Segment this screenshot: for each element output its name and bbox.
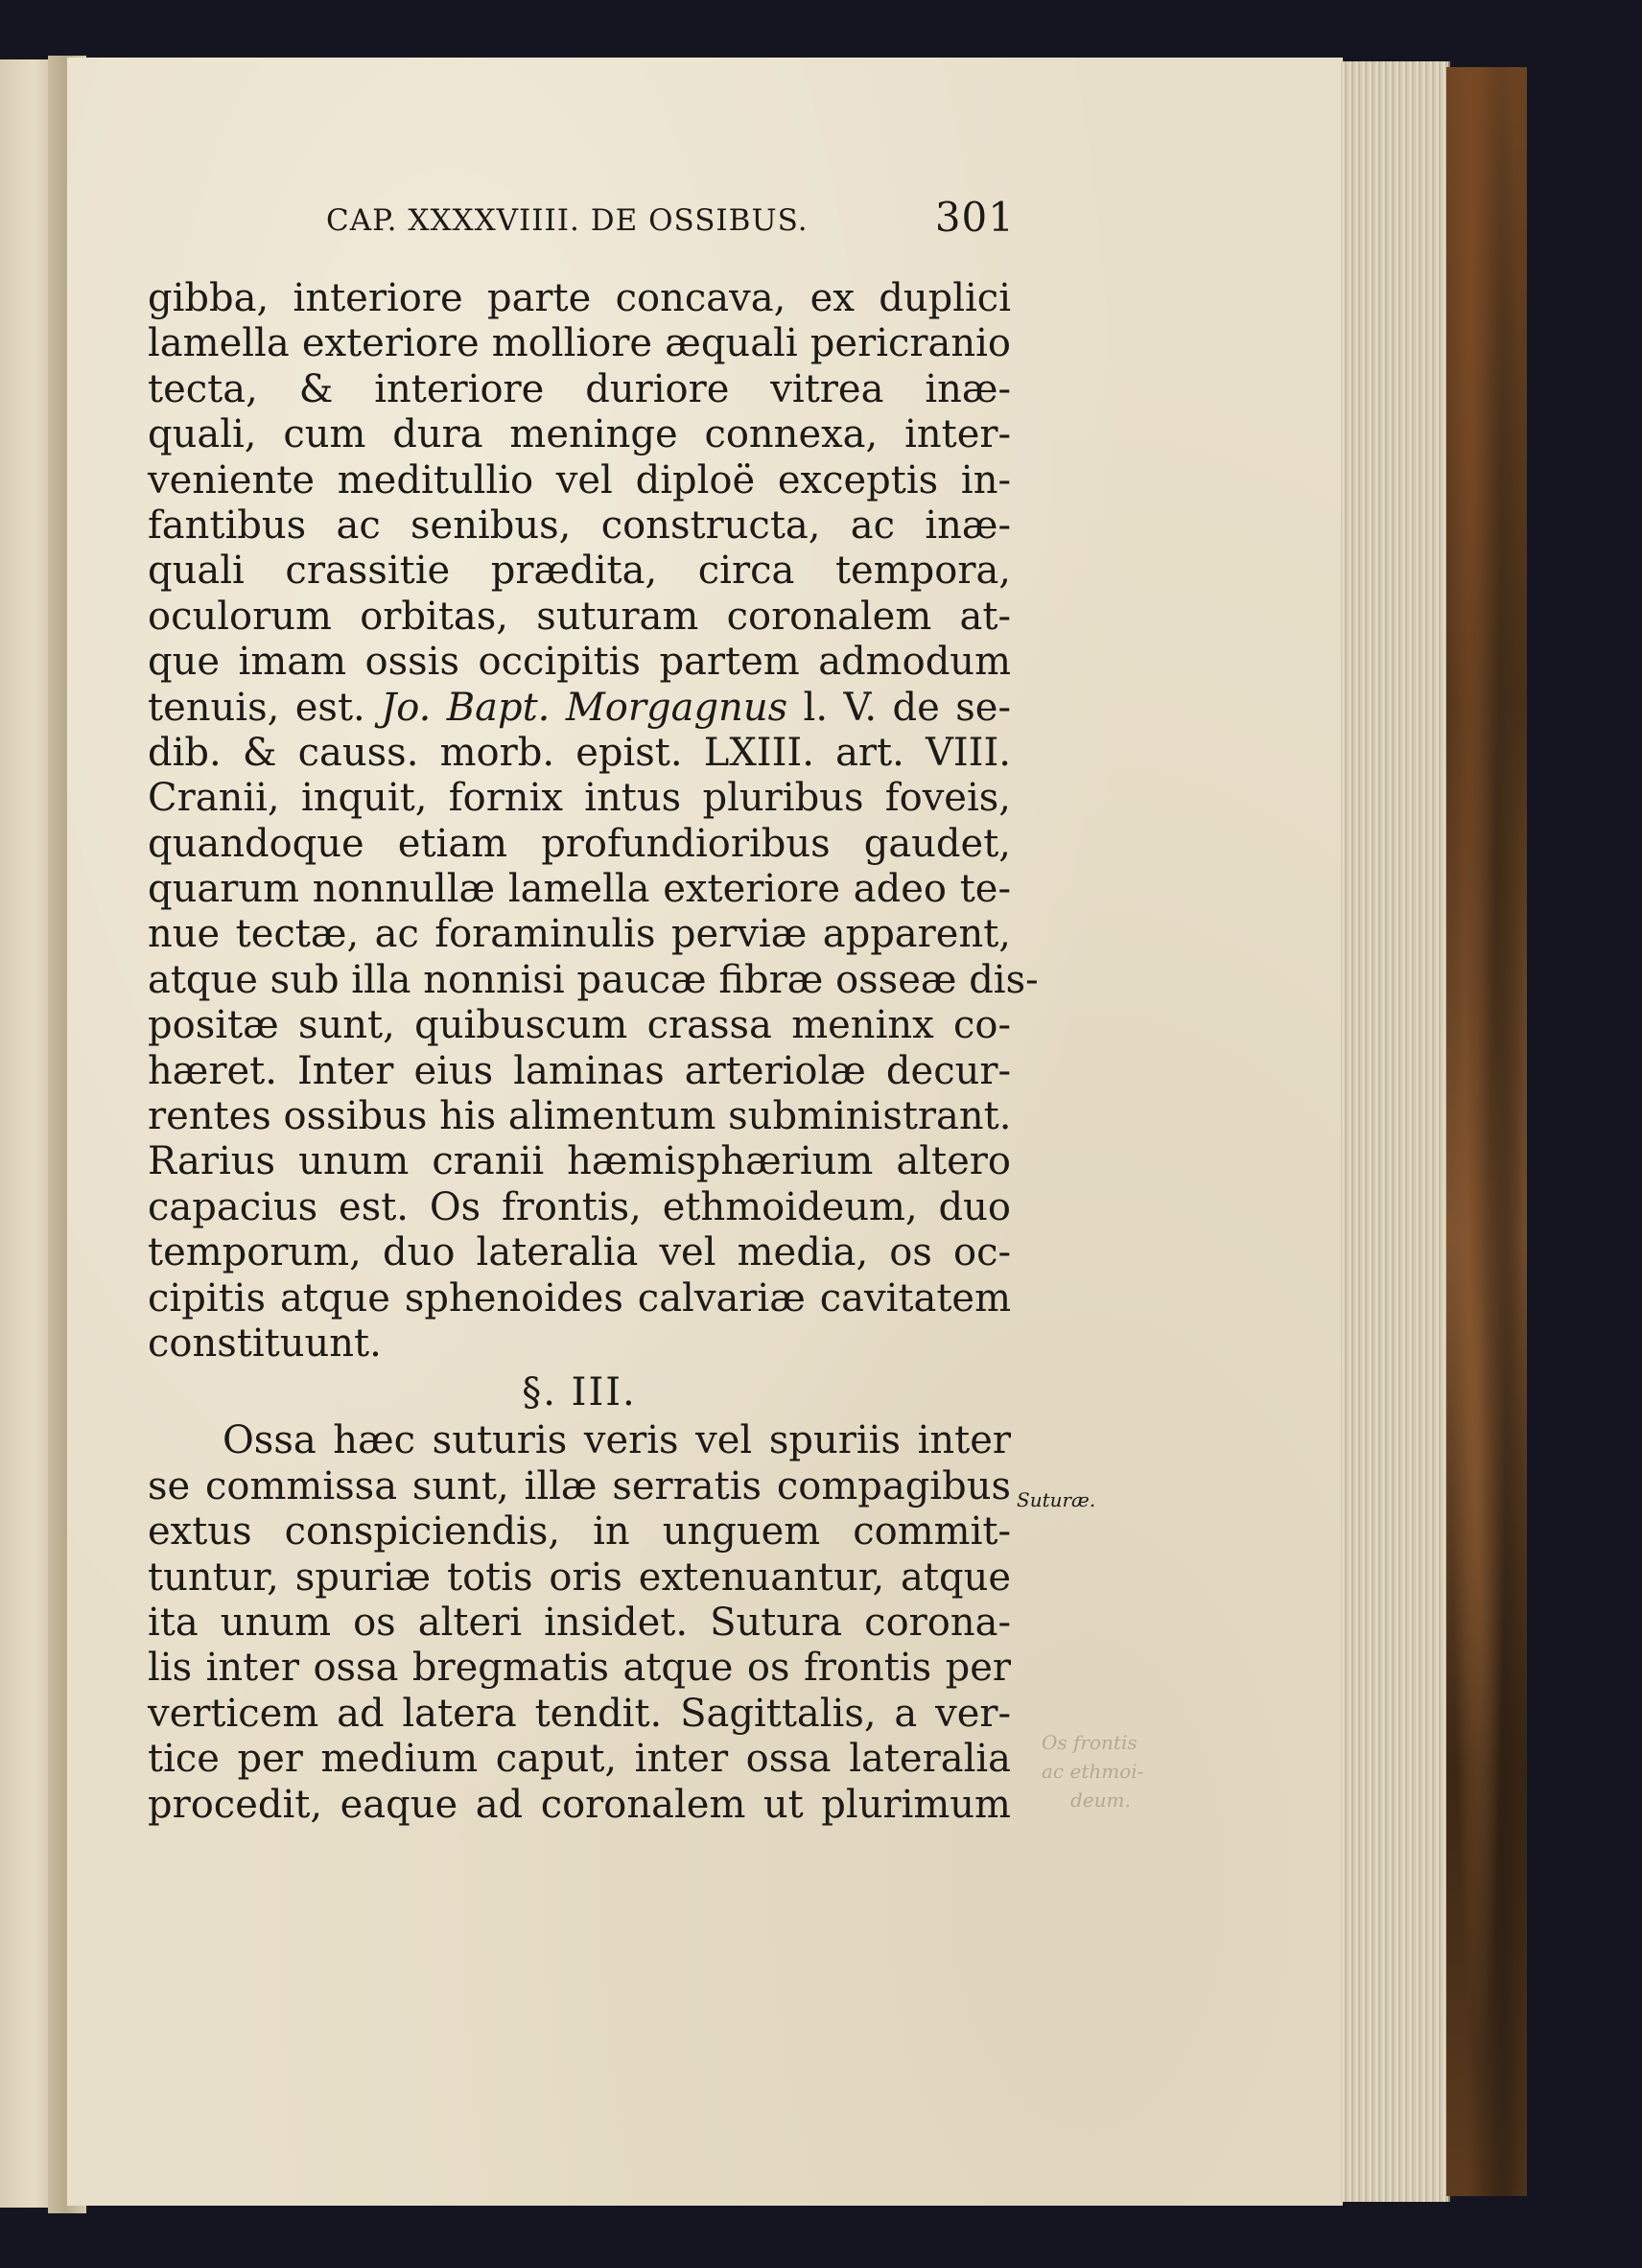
text-line-citation: [148, 686, 1011, 731]
text-line: tuntur, spuriæ totis oris extenuantur, atque: [148, 1555, 1011, 1600]
text-line: ita unum os alteri insidet. Sutura corona-: [148, 1600, 1011, 1645]
text-line: veniente meditullio vel diploë exceptis in-: [148, 457, 1011, 503]
margin-note: Suturæ.: [1017, 1488, 1096, 1511]
text-line: que imam ossis occipitis partem admodum: [148, 640, 1011, 685]
text-line: constituunt.: [148, 1321, 382, 1366]
text-line: lamella exteriore molliore æquali pericranio: [148, 321, 1011, 366]
text-line: verticem ad latera tendit. Sagittalis, a ver-: [148, 1691, 1011, 1736]
text-line: atque sub illa nonnisi paucæ fibræ osseæ dis-: [148, 957, 1039, 1002]
bleed-through-note: deum.: [1070, 1789, 1131, 1812]
text-line: fantibus ac senibus, constructa, ac inæ-: [148, 503, 1011, 548]
citation-suffix: l. V. de se-: [787, 685, 1011, 730]
text-line: dib. & causs. morb. epist. LXIII. art. VIII.: [148, 730, 1011, 775]
page-number: 301: [934, 194, 1015, 241]
text-line: gibba, interiore parte concava, ex duplici: [148, 276, 1011, 320]
text-line: oculorum orbitas, suturam coronalem at-: [148, 594, 1011, 639]
text-line: tice per medium caput, inter ossa lateralia: [148, 1737, 1011, 1782]
text-line: Ossa hæc suturis veris vel spuriis inter: [223, 1418, 1011, 1463]
text-line: Cranii, inquit, fornix intus pluribus foveis,: [148, 776, 1011, 821]
marbled-cover-board: [1446, 67, 1527, 2196]
text-line: procedit, eaque ad coronalem ut plurimum: [148, 1782, 1011, 1827]
text-line: nue tectæ, ac foraminulis perviæ apparent,: [148, 912, 1011, 957]
page-body: [148, 276, 1039, 1828]
page-text-block: [148, 188, 1039, 1828]
text-line: cipitis atque sphenoides calvariæ cavitatem: [148, 1275, 1011, 1321]
running-title: CAP. XXXXVIIII. DE OSSIBUS.: [326, 203, 809, 238]
text-line: quarum nonnullæ lamella exteriore adeo te-: [148, 867, 1011, 912]
text-line: rentes ossibus his alimentum subministrant.: [148, 1094, 1012, 1139]
bleed-through-note: Os frontis: [1042, 1731, 1138, 1754]
bleed-through-note: ac ethmoi-: [1042, 1760, 1144, 1783]
text-line: capacius est. Os frontis, ethmoideum, duo: [148, 1184, 1011, 1229]
text-line: se commissa sunt, illæ serratis compagibus: [148, 1463, 1011, 1508]
citation-prefix: tenuis, est.: [148, 685, 382, 730]
text-line: quali crassitie prædita, circa tempora,: [148, 549, 1011, 594]
text-line: quali, cum dura meninge connexa, inter-: [148, 412, 1011, 457]
author-name: Jo. Bapt. Morgagnus: [381, 685, 788, 730]
section-heading: §. III.: [522, 1370, 637, 1415]
text-line: positæ sunt, quibuscum crassa meninx co-: [148, 1003, 1011, 1048]
text-line: extus conspiciendis, in unguem commit-: [148, 1509, 1011, 1555]
text-line: quandoque etiam profundioribus gaudet,: [148, 821, 1011, 866]
page-fore-edge: [1341, 61, 1450, 2202]
text-line: lis inter ossa bregmatis atque os frontis per: [148, 1646, 1011, 1691]
text-line: temporum, duo lateralia vel media, os oc-: [148, 1230, 1011, 1275]
text-line: hæret. Inter eius laminas arteriolæ decur-: [148, 1048, 1011, 1093]
page-header: [148, 188, 1015, 255]
text-line: Rarius unum cranii hæmisphærium altero: [148, 1139, 1011, 1184]
text-line: tecta, & interiore duriore vitrea inæ-: [148, 366, 1011, 411]
